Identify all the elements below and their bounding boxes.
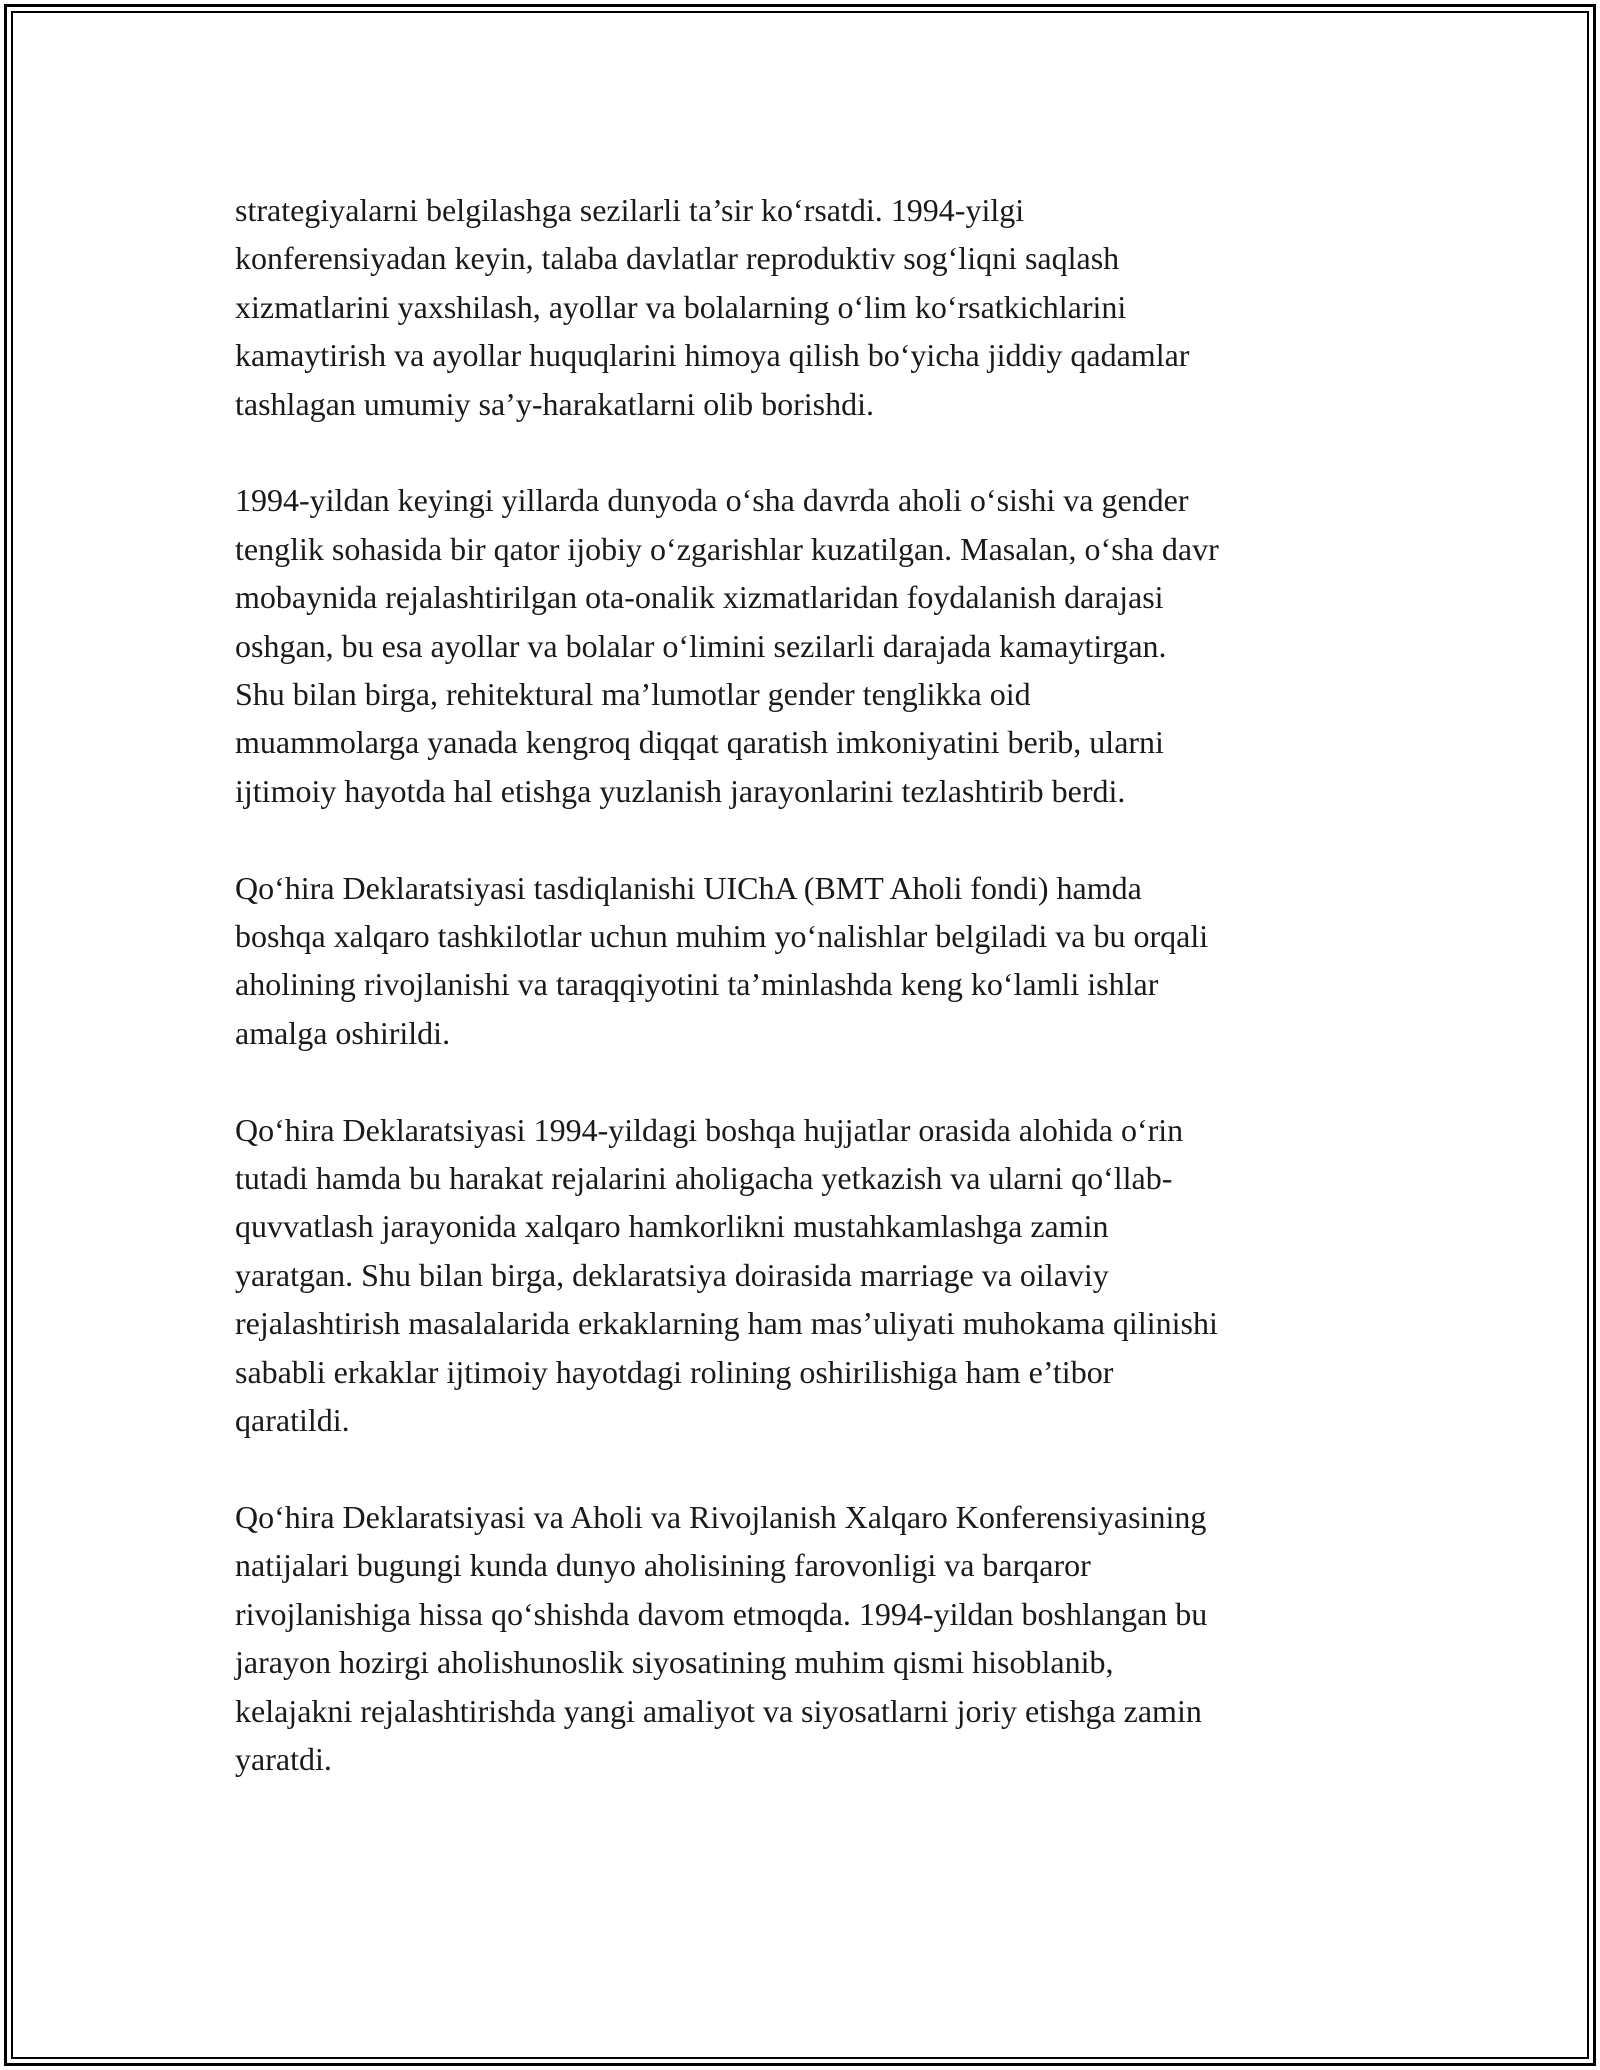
text-line: Qo‘hira Deklaratsiyasi va Aholi va Rivojlanish Xalqaro Konferensiyasining xyxy=(235,1498,1207,1535)
text-line: rivojlanishiga hissa qo‘shishda davom etmoqda. 1994-yildan boshlangan bu xyxy=(235,1595,1208,1632)
text-line: xizmatlarini yaxshilash, ayollar va bolalarning o‘lim ko‘rsatkichlarini xyxy=(235,288,1127,325)
text-line: 1994-yildan keyingi yillarda dunyoda o‘sha davrda aholi o‘sishi va gender xyxy=(235,482,1189,519)
text-line: Qo‘hira Deklaratsiyasi 1994-yildagi boshqa hujjatlar orasida alohida o‘rin xyxy=(235,1111,1184,1148)
text-line: boshqa xalqaro tashkilotlar uchun muhim yo‘nalishlar belgiladi va bu orqali xyxy=(235,918,1209,955)
text-line: Qo‘hira Deklaratsiyasi tasdiqlanishi UIChA (BMT Aholi fondi) hamda xyxy=(235,869,1142,906)
text-line: rejalashtirish masalalarida erkaklarning ham mas’uliyati muhokama qilinishi xyxy=(235,1305,1218,1342)
text-line: natijalari bugungi kunda dunyo aholisining farovonligi va barqaror xyxy=(235,1547,1091,1584)
paragraph-2 xyxy=(235,476,1375,815)
text-line: amalga oshirildi. xyxy=(235,1014,451,1051)
text-line: sababli erkaklar ijtimoiy hayotdagi rolining oshirilishiga ham e’tibor xyxy=(235,1353,1114,1390)
paragraph-5 xyxy=(235,1493,1375,1783)
paragraph-1 xyxy=(235,186,1375,428)
text-line: qaratildi. xyxy=(235,1402,350,1439)
text-line: konferensiyadan keyin, talaba davlatlar reproduktiv sog‘liqni saqlash xyxy=(235,240,1120,277)
text-line: muammolarga yanada kengroq diqqat qaratish imkoniyatini berib, ularni xyxy=(235,724,1164,761)
text-line: kamaytirish va ayollar huquqlarini himoya qilish bo‘yicha jiddiy qadamlar xyxy=(235,337,1190,374)
text-line: quvvatlash jarayonida xalqaro hamkorlikni mustahkamlashga zamin xyxy=(235,1208,1109,1245)
paragraph-3 xyxy=(235,864,1375,1058)
text-line: yaratgan. Shu bilan birga, deklaratsiya doirasida marriage va oilaviy xyxy=(235,1256,1109,1293)
text-line: ijtimoiy hayotda hal etishga yuzlanish jarayonlarini tezlashtirib berdi. xyxy=(235,772,1126,809)
text-line: tutadi hamda bu harakat rejalarini aholigacha yetkazish va ularni qo‘llab- xyxy=(235,1160,1173,1197)
text-line: tashlagan umumiy sa’y-harakatlarni olib borishdi. xyxy=(235,385,874,422)
text-line: Shu bilan birga, rehitektural ma’lumotlar gender tenglikka oid xyxy=(235,676,1031,713)
text-line: kelajakni rejalashtirishda yangi amaliyot va siyosatlarni joriy etishga zamin xyxy=(235,1692,1202,1729)
document-body xyxy=(235,186,1375,1783)
text-line: jarayon hozirgi aholishunoslik siyosatining muhim qismi hisoblanib, xyxy=(235,1644,1114,1681)
text-line: mobaynida rejalashtirilgan ota-onalik xizmatlaridan foydalanish darajasi xyxy=(235,579,1164,616)
text-line: aholining rivojlanishi va taraqqiyotini ta’minlashda keng ko‘lamli ishlar xyxy=(235,966,1159,1003)
paragraph-4 xyxy=(235,1106,1375,1445)
text-line: oshgan, bu esa ayollar va bolalar o‘limini sezilarli darajada kamaytirgan. xyxy=(235,627,1167,664)
text-line: tenglik sohasida bir qator ijobiy o‘zgarishlar kuzatilgan. Masalan, o‘sha davr xyxy=(235,530,1219,567)
text-line: strategiyalarni belgilashga sezilarli ta’sir ko‘rsatdi. 1994-yilgi xyxy=(235,192,1025,228)
text-line: yaratdi. xyxy=(235,1740,332,1777)
